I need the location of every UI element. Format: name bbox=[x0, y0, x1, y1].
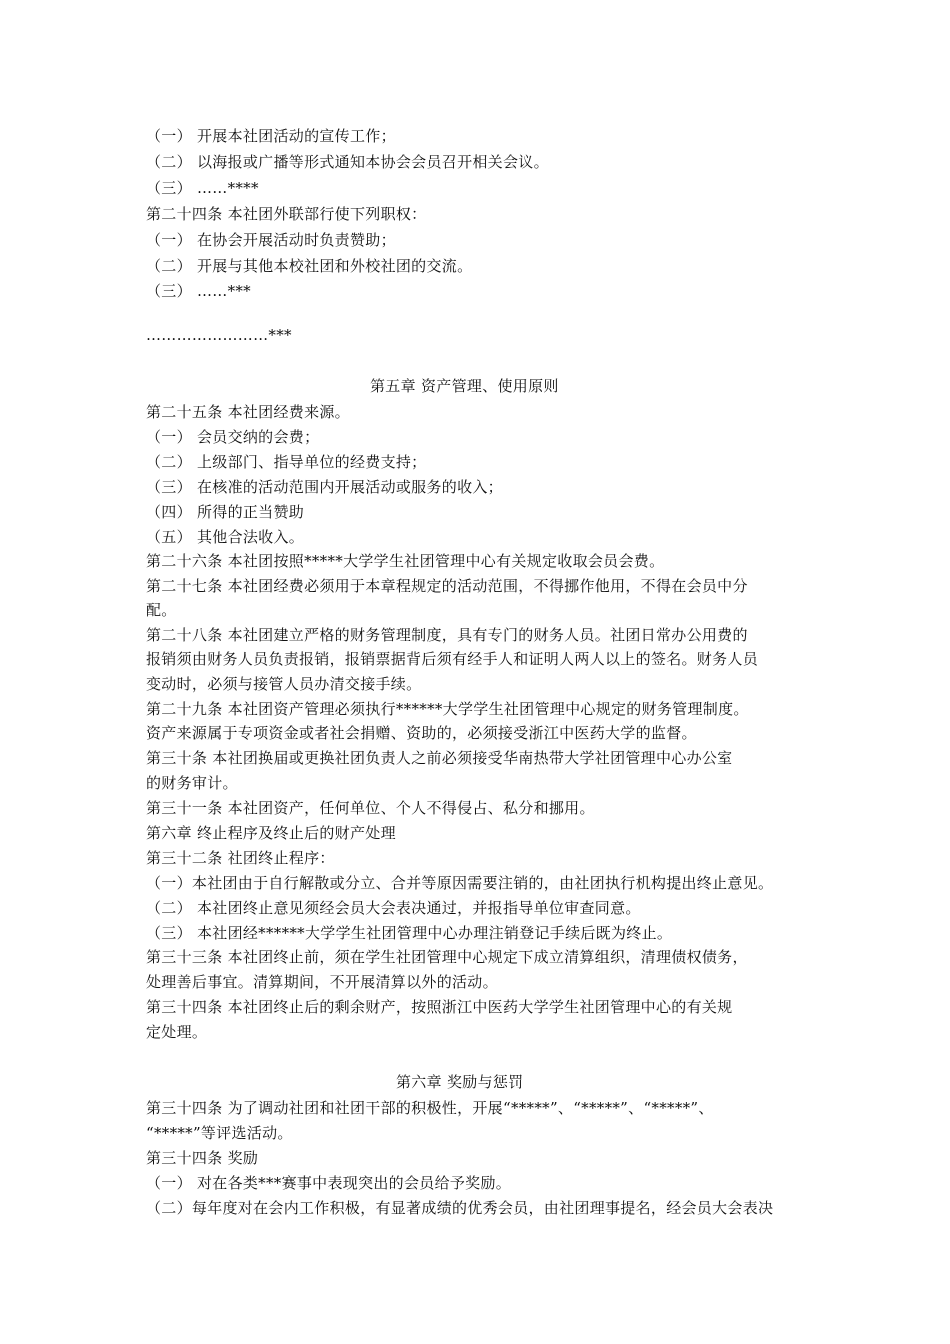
article-line: 第三十一条 本社团资产，任何单位、个人不得侵占、私分和挪用。 bbox=[146, 799, 595, 817]
text-line: （二）每年度对在会内工作积极，有显著成绩的优秀会员，由社团理事提名，经会员大会表决 bbox=[146, 1199, 774, 1217]
article-line: 第三十四条 本社团终止后的剩余财产，按照浙江中医药大学学生社团管理中心的有关规 bbox=[146, 998, 733, 1016]
text-line: 处理善后事宜。清算期间，不开展清算以外的活动。 bbox=[146, 973, 498, 991]
text-line: （二） 开展与其他本校社团和外校社团的交流。 bbox=[146, 257, 473, 275]
chapter-heading: 第五章 资产管理、使用原则 bbox=[370, 377, 559, 395]
article-line: 第二十七条 本社团经费必须用于本章程规定的活动范围，不得挪作他用，不得在会员中分 bbox=[146, 577, 748, 595]
text-line: （三） 本社团经******大学学生社团管理中心办理注销登记手续后既为终止。 bbox=[146, 924, 673, 942]
article-line: 第二十六条 本社团按照*****大学学生社团管理中心有关规定收取会员会费。 bbox=[146, 552, 665, 570]
article-line: 第三十条 本社团换届或更换社团负责人之前必须接受华南热带大学社团管理中心办公室 bbox=[146, 749, 733, 767]
text-line: （五） 其他合法收入。 bbox=[146, 528, 305, 546]
text-line: 的财务审计。 bbox=[146, 774, 238, 792]
text-line: （三） ……*** bbox=[146, 282, 251, 300]
chapter-heading: 第六章 奖励与惩罚 bbox=[396, 1073, 524, 1091]
text-line: （三） 在核准的活动范围内开展活动或服务的收入； bbox=[146, 478, 503, 496]
article-line: 第三十二条 社团终止程序： bbox=[146, 849, 335, 867]
text-line: （一） 对在各类***赛事中表现突出的会员给予奖励。 bbox=[146, 1174, 512, 1192]
article-line: 第二十五条 本社团经费来源。 bbox=[146, 403, 350, 421]
article-line: 第二十四条 本社团外联部行使下列职权： bbox=[146, 205, 427, 223]
text-line: 资产来源属于专项资金或者社会捐赠、资助的，必须接受浙江中医药大学的监督。 bbox=[146, 724, 697, 742]
text-line: （四） 所得的正当赞助 bbox=[146, 503, 305, 521]
article-line: 第三十四条 奖励 bbox=[146, 1149, 259, 1167]
text-line: （二） 上级部门、指导单位的经费支持； bbox=[146, 453, 427, 471]
text-line: “*****”等评选活动。 bbox=[146, 1124, 293, 1142]
article-line: 第三十四条 为了调动社团和社团干部的积极性，开展“*****”、“*****”、“*****”、 bbox=[146, 1099, 714, 1117]
article-line: 第三十三条 本社团终止前，须在学生社团管理中心规定下成立清算组织，清理债权债务， bbox=[146, 948, 748, 966]
chapter-line: 第六章 终止程序及终止后的财产处理 bbox=[146, 824, 396, 842]
text-line: 配。 bbox=[146, 601, 177, 619]
text-line: 定处理。 bbox=[146, 1023, 208, 1041]
text-line: （一） 开展本社团活动的宣传工作； bbox=[146, 127, 396, 145]
ellipsis-line: ……………………*** bbox=[146, 326, 292, 344]
text-line: 报销须由财务人员负责报销，报销票据背后须有经手人和证明人两人以上的签名。财务人员 bbox=[146, 650, 759, 668]
text-line: 变动时，必须与接管人员办清交接手续。 bbox=[146, 675, 422, 693]
text-line: （二） 以海报或广播等形式通知本协会会员召开相关会议。 bbox=[146, 153, 549, 171]
text-line: （二） 本社团终止意见须经会员大会表决通过，并报指导单位审查同意。 bbox=[146, 899, 641, 917]
article-line: 第二十九条 本社团资产管理必须执行******大学学生社团管理中心规定的财务管理制度。 bbox=[146, 700, 749, 718]
article-line: 第二十八条 本社团建立严格的财务管理制度，具有专门的财务人员。社团日常办公用费的 bbox=[146, 626, 748, 644]
text-line: （一） 会员交纳的会费； bbox=[146, 428, 320, 446]
text-line: （三） ……**** bbox=[146, 179, 259, 197]
text-line: （一）本社团由于自行解散或分立、合并等原因需要注销的，由社团执行机构提出终止意见。 bbox=[146, 874, 774, 892]
text-line: （一） 在协会开展活动时负责赞助； bbox=[146, 231, 396, 249]
